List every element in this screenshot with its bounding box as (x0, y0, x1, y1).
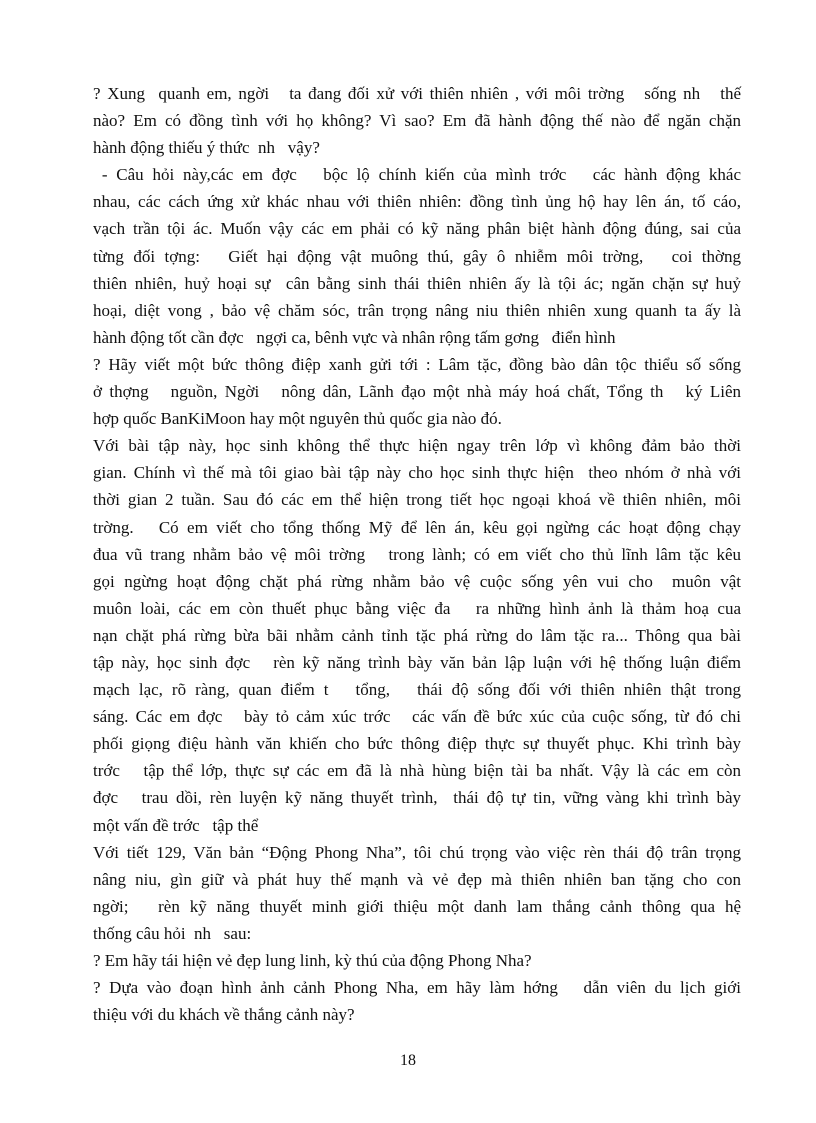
text-line: đợc trau dồi, rèn luyện kỹ năng thuyết trình, thái độ tự tin, vững vàng khi trình bày (93, 788, 741, 808)
text-line: một vấn đề trớc tập thể (93, 815, 259, 835)
text-line: phối giọng điệu hành văn khiến cho bức thông điệp thực sự thuyết phục. Khi trình bày (93, 734, 741, 754)
text-line: nào? Em có đồng tình với họ không? Vì sao? Em đã hành động thế nào để ngăn chặn (93, 111, 741, 131)
text-line: ? Em hãy tái hiện vẻ đẹp lung linh, kỳ thú của động Phong Nha? (93, 951, 532, 970)
text-line: ở thợng nguồn, Ngời nông dân, Lãnh đạo một nhà máy hoá chất, Tổng th ký Liên (93, 382, 741, 402)
text-line: ? Dựa vào đoạn hình ảnh cảnh Phong Nha, em hãy làm hớng dẫn viên du lịch giới (93, 978, 741, 998)
page-number: 18 (400, 1052, 416, 1069)
text-line: thống câu hỏi nh sau: (93, 923, 252, 943)
text-line: muôn loài, các em còn thuết phục bằng việc đa ra những hình ảnh là thảm hoạ cua (93, 598, 741, 618)
text-line: ? Xung quanh em, ngời ta đang đối xử với thiên nhiên , với môi trờng sống nh thế (93, 84, 741, 103)
text-line: đua vũ trang nhằm bảo vệ môi trờng trong lành; có em viết cho thủ lĩnh lâm tặc kêu (93, 544, 741, 564)
text-line: Với bài tập này, học sinh không thể thực hiện ngay trên lớp vì không đảm bảo thời (93, 436, 741, 456)
text-line: nhau, các cách ứng xử khác nhau với thiên nhiên: đồng tình ủng hộ hay lên án, tố cáo, (93, 192, 741, 212)
text-line: gian. Chính vì thế mà tôi giao bài tập này cho học sinh thực hiện theo nhóm ở nhà với (93, 463, 741, 483)
text-line: nâng niu, gìn giữ và phát huy thế mạnh và vẻ đẹp mà thiên nhiên ban tặng cho con (93, 869, 741, 889)
text-line: vạch trần tội ác. Muốn vậy các em phải có kỹ năng phân biệt hành động đúng, sai của (93, 219, 741, 239)
text-line: nạn chặt phá rừng bừa bãi nhằm cảnh tỉnh tặc phá rừng do lâm tặc ra... Thông qua bài (93, 625, 741, 645)
text-line: sáng. Các em đợc bày tỏ cảm xúc trớc các vấn đề bức xúc của cuộc sống, từ đó chi (93, 707, 741, 727)
text-line: hợp quốc BanKiMoon hay một nguyên thủ quốc gia nào đó. (93, 409, 502, 429)
text-line: ? Hãy viết một bức thông điệp xanh gửi tới : Lâm tặc, đồng bào dân tộc thiểu số sống (93, 354, 741, 374)
text-line: Với tiết 129, Văn bản “Động Phong Nha”, tôi chú trọng vào việc rèn thái độ trân trọng (93, 842, 741, 862)
text-line: thiên nhiên, huỷ hoại sự cân bằng sinh thái thiên nhiên ấy là tội ác; ngăn chặn sự huỷ (93, 273, 741, 293)
text-line: thời gian 2 tuần. Sau đó các em thể hiện trong tiết học ngoại khoá về thiên nhiên, môi (93, 490, 741, 510)
text-line: gọi ngừng hoạt động chặt phá rừng nhằm bảo vệ cuộc sống yên vui cho muôn vật (93, 571, 741, 591)
document-body (93, 80, 741, 1028)
text-line: - Câu hỏi này,các em đợc bộc lộ chính kiến của mình trớc các hành động khác (93, 165, 741, 185)
text-line: tập này, học sinh đợc rèn kỹ năng trình bày văn bản lập luận với hệ thống luận điểm (93, 652, 741, 672)
text-line: trớc tập thể lớp, thực sự các em đã là nhà hùng biện tài ba nhất. Vậy là các em còn (93, 761, 741, 781)
text-line: hành động tốt cần đợc ngợi ca, bênh vực và nhân rộng tấm gơng điển hình (93, 327, 616, 347)
text-line: hành động thiếu ý thức nh vậy? (93, 138, 320, 158)
text-line: hoại, diệt vong , bảo vệ chăm sóc, trân trọng nâng niu thiên nhiên xung quanh ta ấy là (93, 300, 741, 320)
text-line: ngời; rèn kỹ năng thuyết minh giới thiệu một danh lam thắng cảnh thông qua hệ (93, 896, 741, 916)
text-line: từng đối tợng: Giết hại động vật muông thú, gây ô nhiễm môi trờng, coi thờng (93, 246, 741, 266)
text-line: trờng. Có em viết cho tổng thống Mỹ để lên án, kêu gọi ngừng các hoạt động chạy (93, 517, 741, 537)
text-line: thiệu với du khách về thắng cảnh này? (93, 1005, 355, 1025)
text-line: mạch lạc, rõ ràng, quan điểm t tổng, thái độ sống đối với thiên nhiên thật trong (93, 680, 741, 700)
